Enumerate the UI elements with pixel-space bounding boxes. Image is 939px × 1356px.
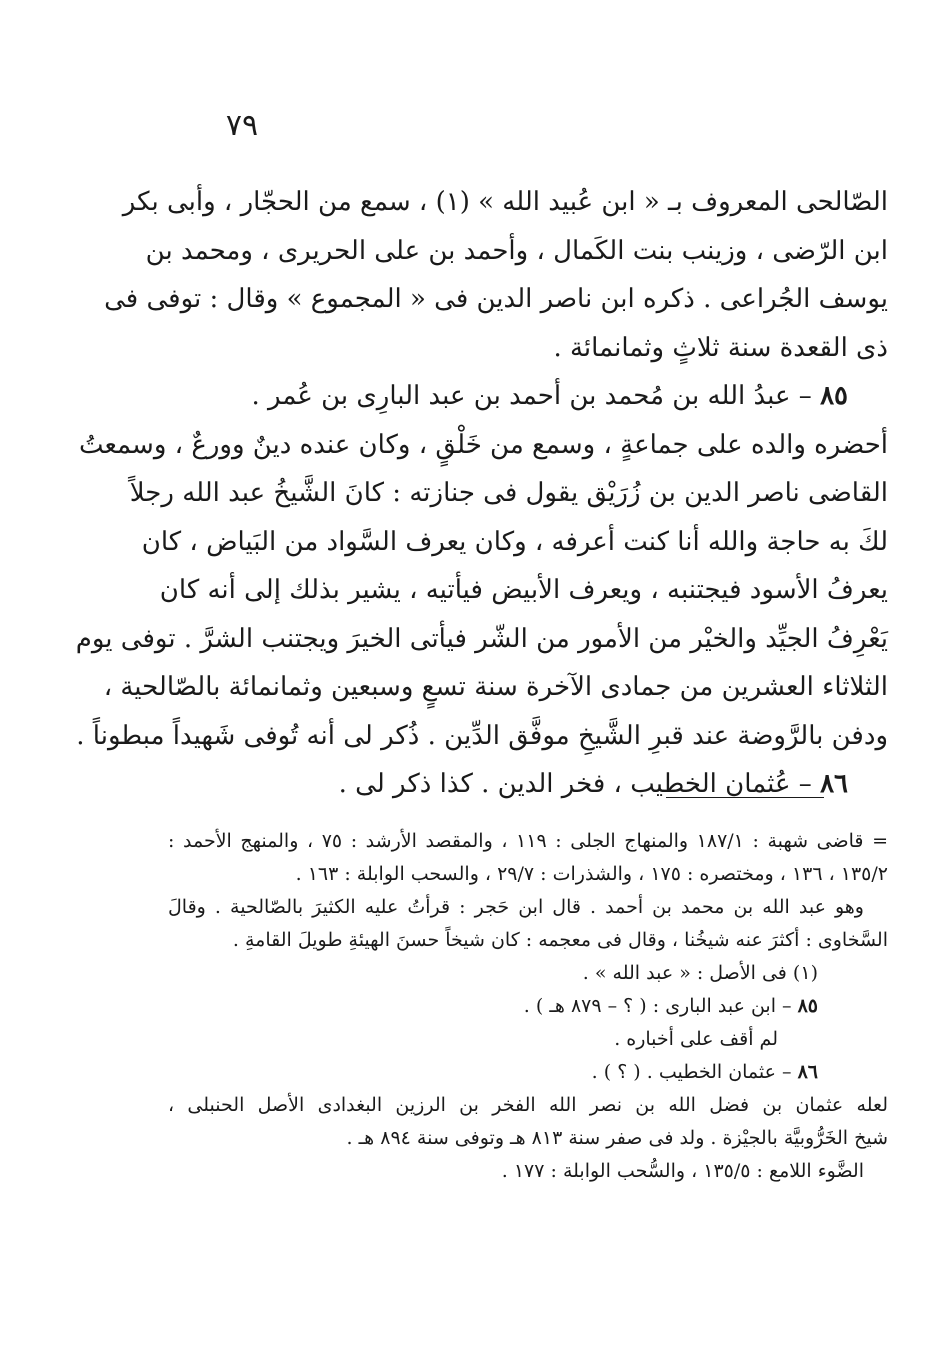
- footnote-line: وهو عبد الله بن محمد بن أحمد . قال ابن حَجر : قرأتُ عليه الكثيرَ بالصّالحية . وقالَ: [168, 896, 864, 918]
- text-line: ذى القعدة سنة ثلاثٍ وثمانمائة .: [553, 332, 888, 363]
- text-line: القاضى ناصر الدين بن زُرَيْق يقول فى جنازته : كانَ الشَّيخُ عبد الله رجلاً: [129, 478, 888, 508]
- page-number: ٧٩: [225, 108, 259, 143]
- entry-86-number: ٨٦: [820, 769, 848, 799]
- footnote-line: = قاضى شهبة : ١٨٧/١ والمنهاج الجلى : ١١٩ ، والمقصد الأرشد : ٧٥ ، والمنهج الأحمد :: [168, 830, 888, 852]
- text-line: يَعْرِفُ الجيِّد والخيْر من الأمور من الشّر فيأتى الخيرَ ويجتنب الشرَّ . توفى يوم: [75, 623, 888, 654]
- text-line: الثلاثاء العشرين من جمادى الآخرة سنة تسعٍ وسبعين وثمانمائة بالصّالحية ،: [103, 672, 888, 702]
- entry-85-number: ٨٥: [820, 381, 848, 411]
- footnote-entry-85-number: ٨٥: [797, 995, 818, 1017]
- text-line: ابن الرّضى ، وزينب بنت الكَمال ، وأحمد بن على الحريرى ، ومحمد بن: [145, 235, 888, 266]
- footnote-1: (١) فى الأصل : « عبد الله » .: [582, 962, 818, 984]
- entry-85-title: – عبدُ الله بن مُحمد بن أحمد بن عبد البارِى بن عُمر .: [251, 381, 812, 411]
- text-line: يوسف الجُراعى . ذكره ابن ناصر الدين فى « المجموع » وقال : توفى فى: [104, 284, 888, 314]
- footnote-entry-86-number: ٨٦: [797, 1061, 818, 1083]
- main-text: [75, 178, 888, 809]
- footnote-line: لعله عثمان بن فضل الله بن نصر الله الفخر بن الرزين البغدادى الأصل الحنبلى ،: [168, 1094, 888, 1116]
- entry-86-heading: [168, 760, 888, 809]
- text-line: ودفن بالرَّوضة عند قبرِ الشَّيخِ موفَّق الدِّين . ذُكر لى أنه تُوفى شَهيداً مبطوناً .: [76, 720, 888, 751]
- footnote-entry-86: [168, 1056, 888, 1089]
- text-line: يعرفُ الأسود فيجتنبه ، ويعرف الأبيض فيأتيه ، يشير بذلك إلى أنه كان: [159, 575, 888, 605]
- footnote-line: شيخ الخَرُّوبيَّة بالجيْزة . ولد فى صفر سنة ٨١٣ هـ وتوفى سنة ٨٩٤ هـ .: [346, 1127, 888, 1149]
- footnote-line: الضَّوء اللامع : ١٣٥/٥ ، والسُّحب الوابلة : ١٧٧ .: [501, 1160, 864, 1182]
- text-line: الصّالحى المعروف بـ « ابن عُبيد الله » (١) ، سمع من الحجّار ، وأبى بكر: [122, 187, 888, 217]
- footnotes: [168, 825, 888, 1188]
- text-line: لكَ به حاجة والله أنا كنت أعرفه ، وكان يعرف السَّواد من البَياض ، كان: [141, 526, 888, 557]
- footnote-entry-85-note: لم أقف على أخباره .: [614, 1028, 778, 1050]
- footnote-entry-86-text: – عثمان الخطيب . ( ؟ ) .: [591, 1061, 792, 1083]
- footnote-entry-85-text: – ابن عبد البارى : ( ؟ – ٨٧٩ هـ ) .: [523, 995, 792, 1017]
- entry-85-heading: [168, 372, 888, 421]
- entry-86-title: – عُثمان الخطيب ، فخر الدين . كذا ذكر لى .: [338, 769, 812, 799]
- footnote-line: السَّخاوى : أكثرَ عنه شيخُنا ، وقال فى معجمه : كان شيخاً حسنَ الهيئةِ طويلَ القامةِ .: [232, 929, 888, 951]
- footnote-entry-85: [168, 990, 888, 1023]
- footnote-line: ١٣٥/٢ ، ١٣٦ ، ومختصره : ١٧٥ ، والشذرات : ٢٩/٧ ، والسحب الوابلة : ١٦٣ .: [295, 863, 888, 885]
- footnote-divider: [666, 797, 824, 798]
- text-line: أحضره والده على جماعةٍ ، وسمع من خَلْقٍ ، وكان عنده دينٌ وورعٌ ، وسمعتُ: [78, 429, 888, 460]
